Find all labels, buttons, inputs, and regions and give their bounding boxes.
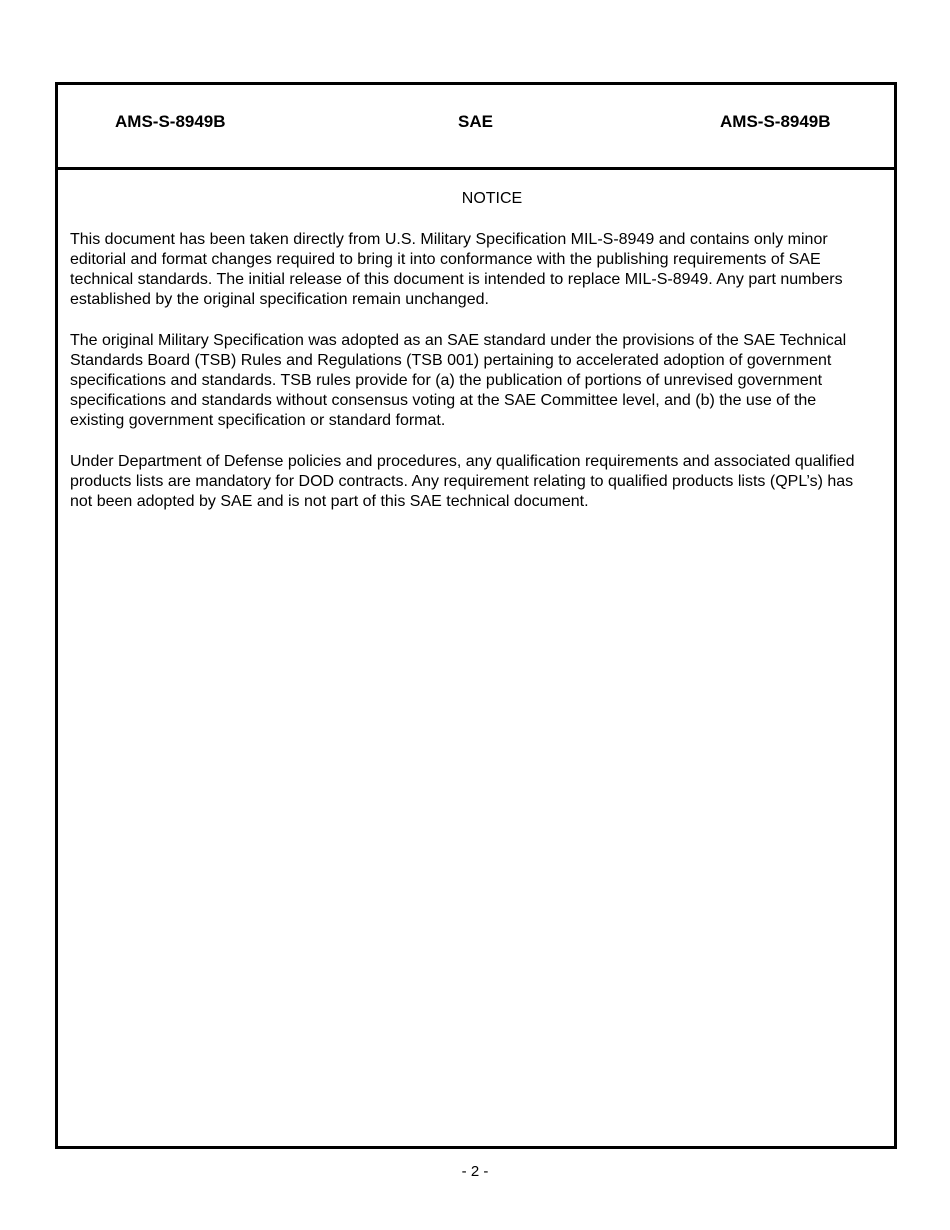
notice-paragraph-2: The original Military Specification was adopted as an SAE standard under the provisions of the SAE Technical Standards Board (TSB) Rules and Regulations (TSB 001) pertaining to accelerated adoption of government specifications and standards. TSB rules provide for (a) the publication of portions of unrevised government specifications and standards without consensus voting at the SAE Committee level, and (b) the use of the existing government specification or standard format. xyxy=(70,332,847,429)
notice-paragraph-3: Under Department of Defense policies and procedures, any qualification requirements and associated qualified products lists are mandatory for DOD contracts. Any requirement relating to qualified products lists (QPL’s) has not been adopted by SAE and is not part of this SAE technical document. xyxy=(70,453,855,510)
notice-title: NOTICE xyxy=(461,190,523,207)
document-header xyxy=(58,85,894,170)
header-doc-number-right: AMS-S-8949B xyxy=(720,112,831,131)
header-doc-number-left: AMS-S-8949B xyxy=(115,112,226,131)
header-organization: SAE xyxy=(458,112,493,131)
notice-paragraph-1: This document has been taken directly from U.S. Military Specification MIL-S-8949 and contains only minor editorial and format changes required to bring it into conformance with the publishing requirements of SAE technical standards. The initial release of this document is intended to replace MIL-S-8949. Any part numbers established by the original specification remain unchanged. xyxy=(70,231,843,308)
page-frame xyxy=(55,82,897,1149)
page-number: - 2 - xyxy=(461,1163,489,1180)
